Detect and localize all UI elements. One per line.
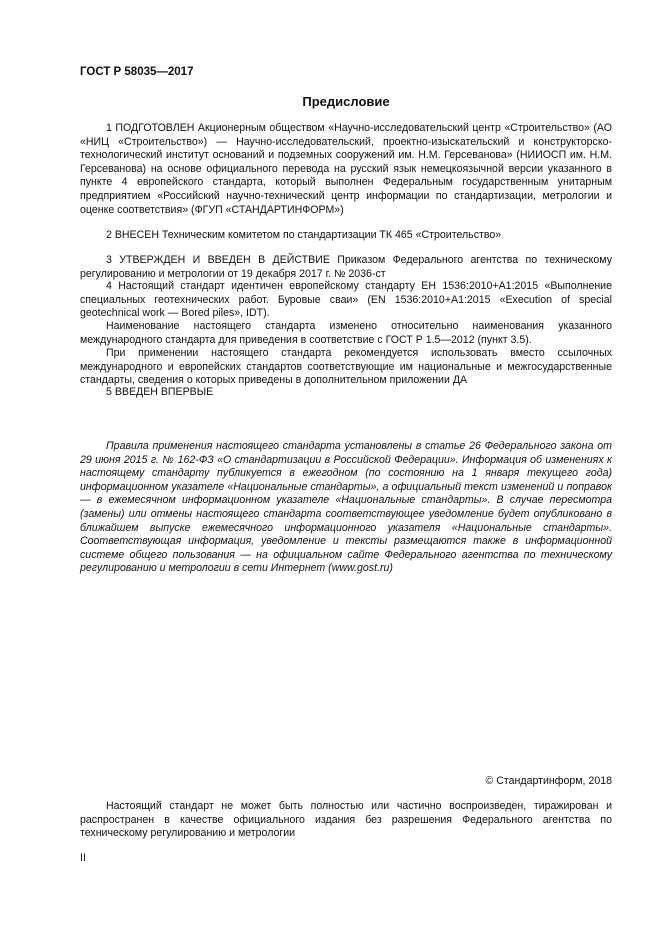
- paragraph-5-text: 5 ВВЕДЕН ВПЕРВЫЕ: [106, 386, 214, 398]
- page-number: II: [80, 852, 86, 864]
- paragraph-1-text: 1 ПОДГОТОВЛЕН Акционерным обществом «Научно-исследовательский центр «Строительство» (АО «НИЦ «Строительство») — Научно-исследовательский, проектно-изыскательский и конструкторско-технологический институт оснований и подземных сооружений им. Н.М. Герсеванова» (НИИОСП им. Н.М. Герсеванова) на основе официального перевода на русский язык немецкоязычной версии указанного в пункте 4 европейского стандарта, который выполнен Федеральным государственным унитарным предприятием «Российский научно-технический центр информации по стандартизации, метрологии и оценке соответствия» (ФГУП «СТАНДАРТИНФОРМ»): [80, 122, 612, 216]
- paragraph-5: [80, 386, 612, 400]
- paragraph-2: [80, 229, 612, 243]
- paragraph-4b-text: Наименование настоящего стандарта изменено относительно наименования указанного международного стандарта для приведения в соответствие с ГОСТ Р 1.5—2012 (пункт 3.5).: [80, 320, 612, 346]
- paragraph-3: [80, 254, 612, 281]
- legal-notice: [80, 800, 612, 841]
- paragraph-4: [80, 280, 612, 321]
- paragraph-3-text: 3 УТВЕРЖДЕН И ВВЕДЕН В ДЕЙСТВИЕ Приказом Федерального агентства по техническому регулированию и метрологии от 19 декабря 2017 г. № 2036-ст: [80, 254, 612, 280]
- legal-notice-text: Настоящий стандарт не может быть полностью или частично воспроизведен, тиражирован и распространен в качестве официального издания без разрешения Федерального агентства по техническому регулированию и метрологии: [80, 800, 612, 840]
- notice-text: Правила применения настоящего стандарта установлены в статье 26 Федерального закона от 29 июня 2015 г. № 162-ФЗ «О стандартизации в Российской Федерации». Информация об изменениях к настоящему стандарту публикуется в ежегодном (по состоянию на 1 января текущего года) информационном указателе «Национальные стандарты», а официальный текст изменений и поправок — в ежемесячном информационном указателе «Национальные стандарты». В случае пересмотра (замены) или отмены настоящего стандарта соответствующее уведомление будет опубликовано в ближайшем выпуске ежемесячного информационного указателя «Национальные стандарты». Соответствующая информация, уведомление и тексты размещаются также в информационной системе общего пользования — на официальном сайте Федерального агентства по техническому регулированию и метрологии в сети Интернет (www.gost.ru): [80, 440, 612, 575]
- paragraph-4-text: 4 Настоящий стандарт идентичен европейскому стандарту ЕН 1536:2010+А1:2015 «Выполнение специальных геотехнических работ. Буровые сваи» (EN 1536:2010+A1:2015 «Execution of special geotechnical work — Bored piles», IDT).: [80, 280, 612, 320]
- paragraph-4-usage-note: [80, 347, 612, 388]
- paragraph-1: [80, 122, 612, 217]
- standard-application-notice: [80, 440, 612, 576]
- document-id: ГОСТ Р 58035—2017: [80, 66, 194, 78]
- copyright: © Стандартинформ, 2018: [485, 775, 612, 787]
- paragraph-4-name-note: [80, 320, 612, 347]
- paragraph-4c-text: При применении настоящего стандарта рекомендуется использовать вместо ссылочных международного и европейских стандартов соответствующие им национальные и межгосударственные стандарты, сведения о которых приведены в дополнительном приложении ДА: [80, 347, 612, 387]
- paragraph-2-text: 2 ВНЕСЕН Техническим комитетом по стандартизации ТК 465 «Строительство»: [106, 229, 502, 241]
- section-title: Предисловие: [302, 94, 390, 109]
